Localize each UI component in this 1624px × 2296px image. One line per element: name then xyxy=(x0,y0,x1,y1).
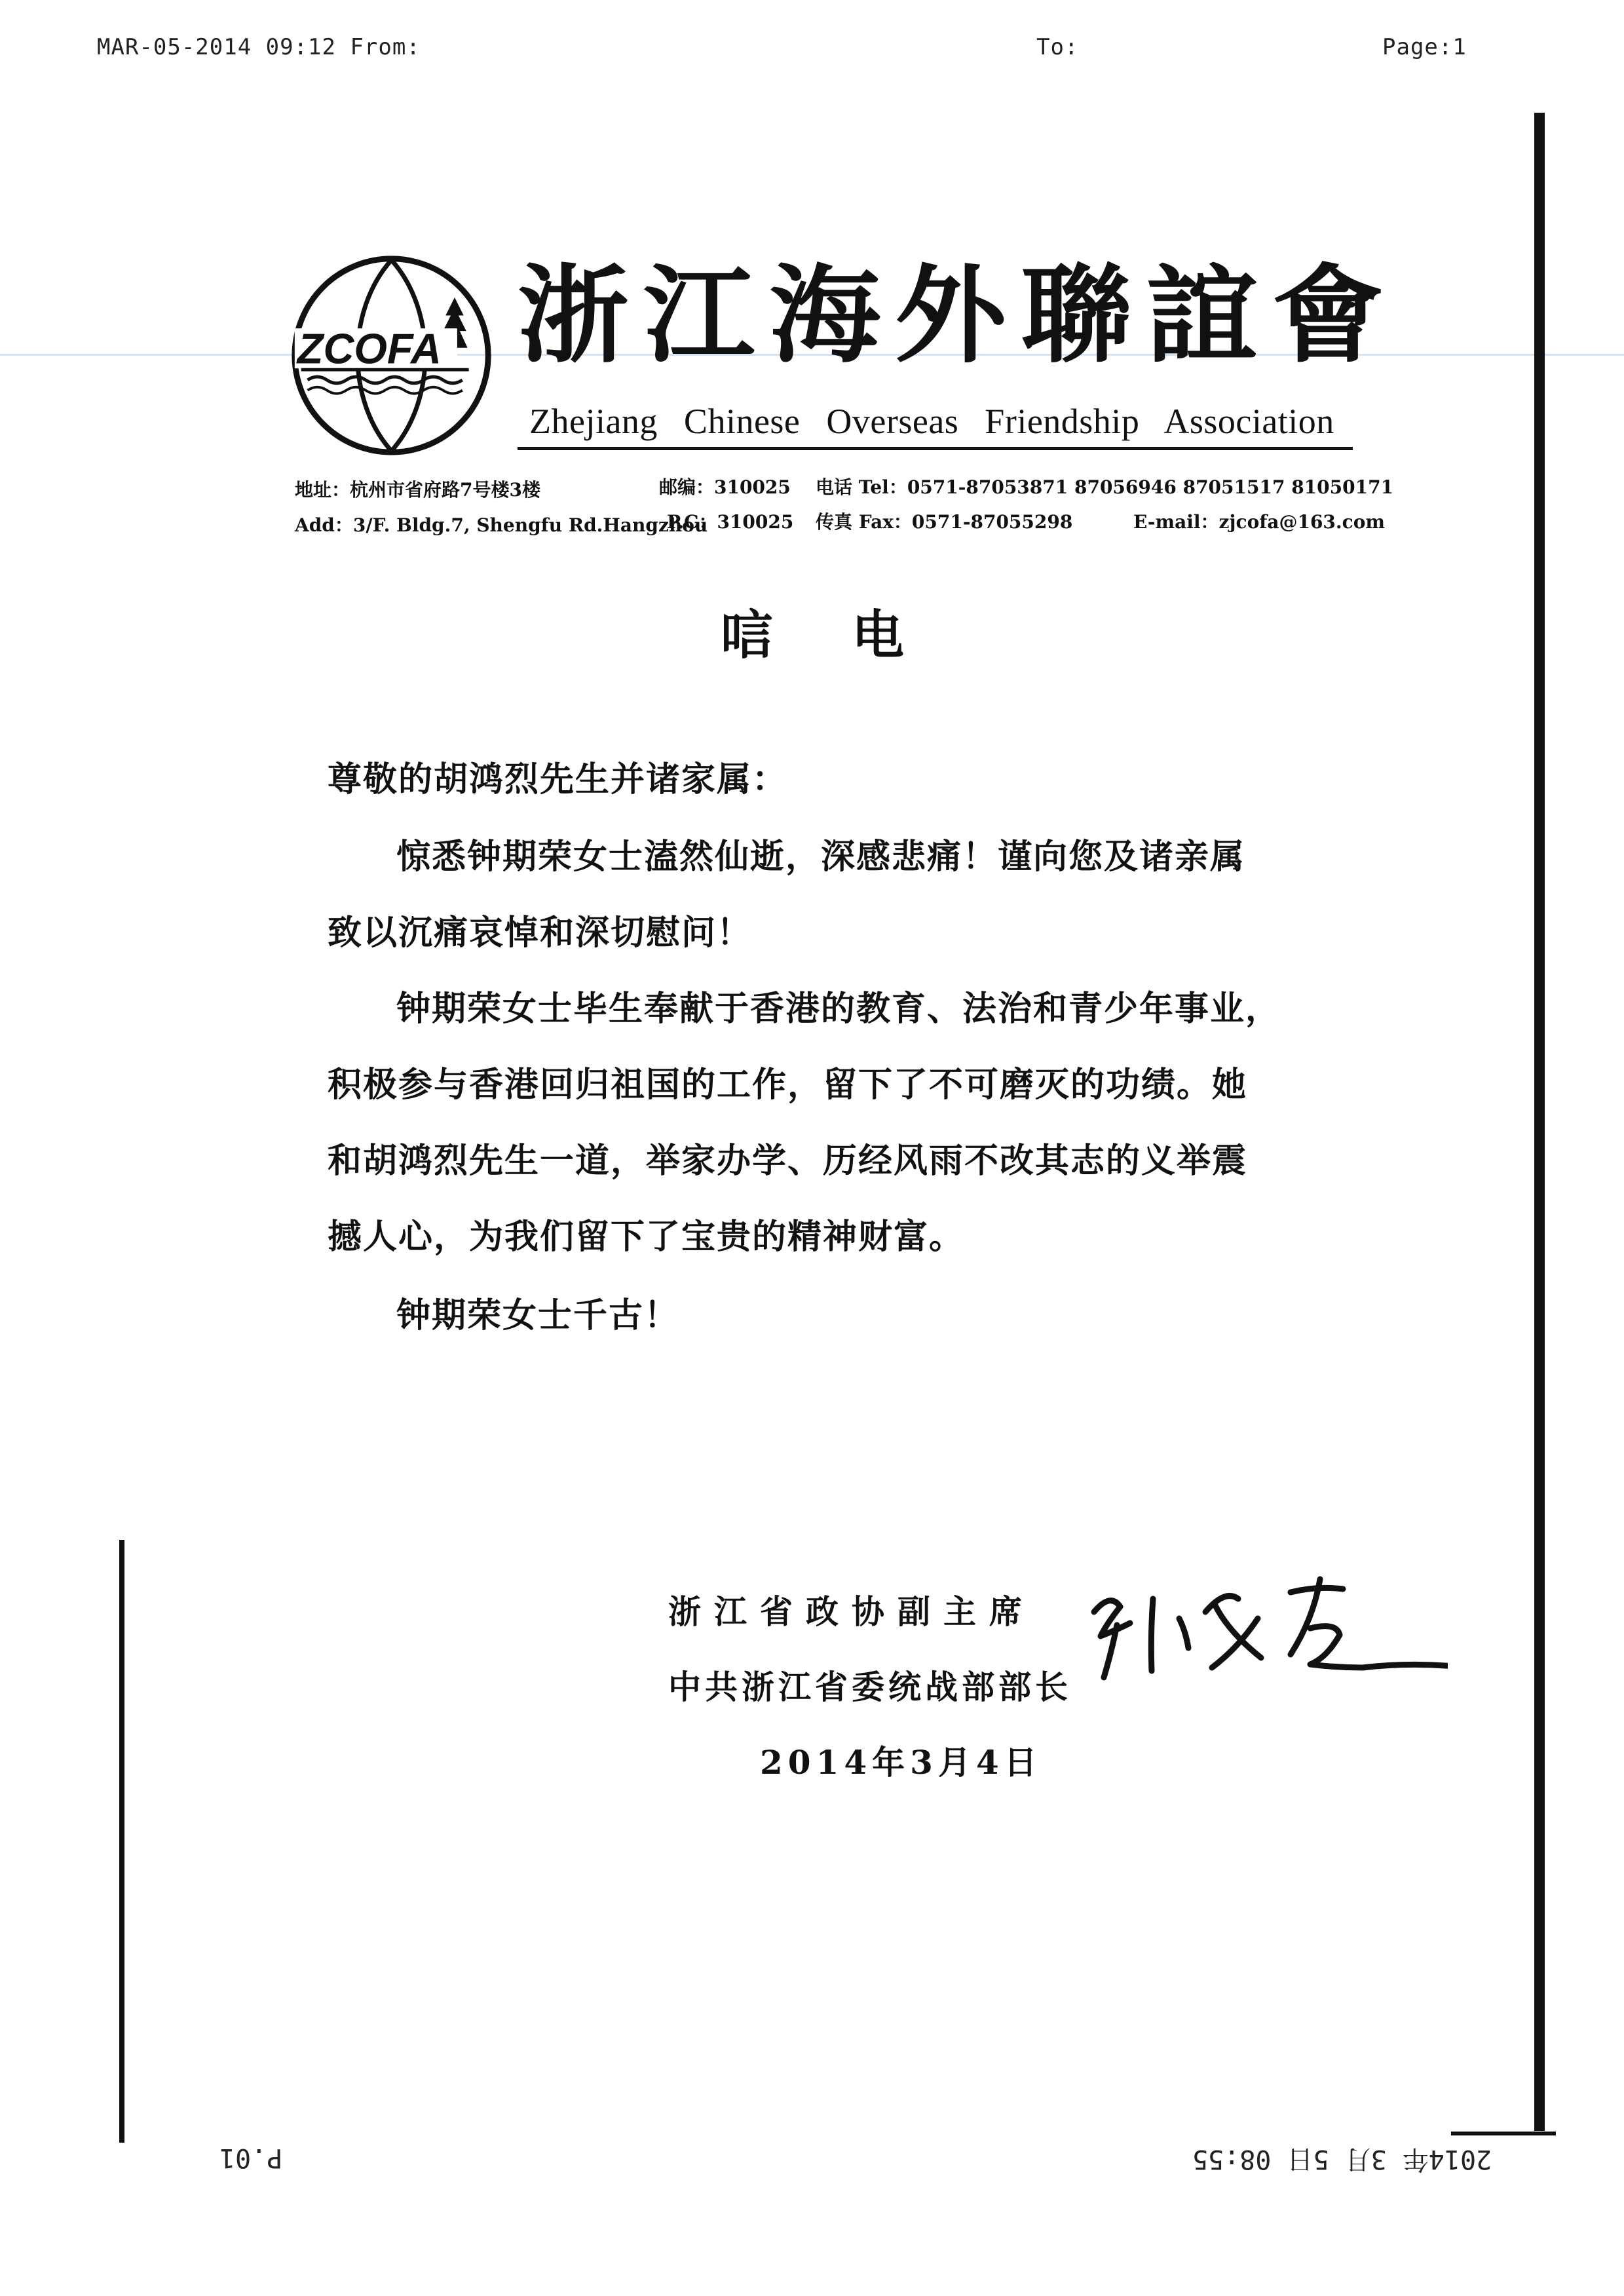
scan-edge-right xyxy=(1534,113,1545,2131)
fax-header-to: To: xyxy=(1036,34,1079,60)
letterhead-rule xyxy=(518,447,1353,450)
association-name-cn: 浙江海外聯誼會 xyxy=(518,253,1399,378)
postcode-cn: 邮编：310025 xyxy=(659,476,791,498)
address-en: Add：3/F. Bldg.7, Shengfu Rd.Hangzhou xyxy=(295,514,708,536)
association-logo xyxy=(288,252,495,459)
page-number-stamp: P.01 xyxy=(219,2143,283,2173)
signer-title-2: 中共浙江省委统战部部长 xyxy=(668,1668,1072,1706)
paragraph-1-line-1: 惊悉钟期荣女士溘然仙逝，深感悲痛！谨向您及诸亲属 xyxy=(396,837,1246,877)
paragraph-2-line-1: 钟期荣女士毕生奉献于香港的教育、法治和青少年事业， xyxy=(396,989,1281,1029)
paragraph-1-line-2: 致以沉痛哀悼和深切慰问！ xyxy=(328,913,753,953)
receive-time-stamp: 2014年 3月 5日 08:55 xyxy=(1192,2144,1492,2174)
logo-text: ZCOFA xyxy=(297,324,442,373)
scan-edge-left xyxy=(119,1540,124,2143)
scan-edge-bottom xyxy=(1451,2132,1556,2135)
signer-title-1: 浙江省政协副主席 xyxy=(668,1592,1035,1631)
postcode-en: P.C：310025 xyxy=(667,511,794,533)
fax-header-sent: MAR-05-2014 09:12 From: xyxy=(97,34,421,60)
telephone: 电话 Tel：0571-87053871 87056946 87051517 81050171 xyxy=(816,476,1394,498)
paragraph-2-line-4: 撼人心，为我们留下了宝贵的精神财富。 xyxy=(328,1217,965,1257)
email: E-mail：zjcofa@163.com xyxy=(1133,511,1386,533)
address-cn: 地址：杭州市省府路7号楼3楼 xyxy=(295,479,540,501)
fax-header-page: Page:1 xyxy=(1382,34,1467,60)
letter-date: 2014年3月4日 xyxy=(760,1743,1042,1782)
closing-line: 钟期荣女士千古！ xyxy=(396,1295,680,1335)
salutation: 尊敬的胡鸿烈先生并诸家属： xyxy=(328,759,788,799)
association-name-en: Zhejiang Chinese Overseas Friendship Association xyxy=(529,402,1334,441)
document-title: 唁电 xyxy=(721,604,983,666)
paragraph-2-line-3: 和胡鸿烈先生一道，举家办学、历经风雨不改其志的义举震 xyxy=(328,1141,1248,1181)
handwritten-signature xyxy=(1081,1566,1448,1691)
fax-number: 传真 Fax：0571-87055298 xyxy=(816,511,1073,533)
paragraph-2-line-2: 积极参与香港回归祖国的工作，留下了不可磨灭的功绩。她 xyxy=(328,1065,1248,1105)
